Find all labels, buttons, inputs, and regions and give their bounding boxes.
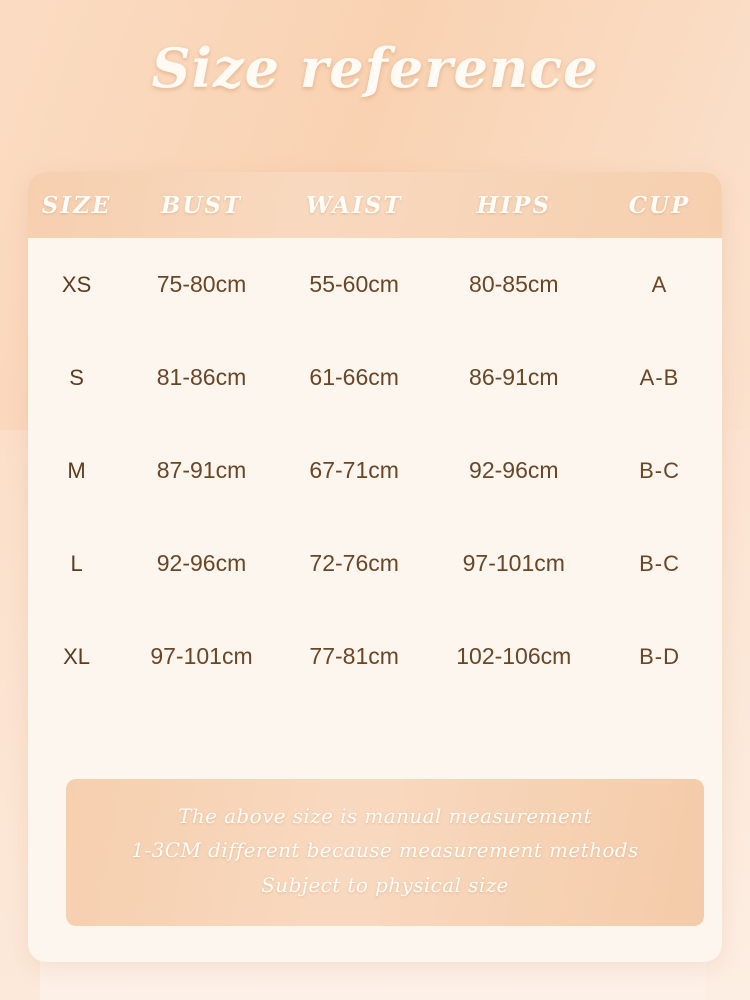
cell-bust: 92-96cm bbox=[156, 550, 247, 576]
note-line-1: The above size is manual measurement bbox=[178, 803, 592, 828]
page-title: Size reference bbox=[151, 36, 599, 100]
cell-size: M bbox=[67, 457, 86, 483]
cell-waist: 77-81cm bbox=[309, 643, 399, 669]
measurement-note bbox=[66, 779, 704, 926]
cell-size: XS bbox=[61, 271, 92, 297]
column-header-bust: BUST bbox=[160, 191, 243, 219]
size-table bbox=[28, 172, 722, 703]
table-row bbox=[28, 610, 722, 703]
cell-cup: A bbox=[651, 271, 668, 297]
table-header-row bbox=[28, 172, 722, 238]
cell-waist: 55-60cm bbox=[309, 271, 399, 297]
table-row bbox=[28, 424, 722, 517]
cell-hips: 92-96cm bbox=[469, 457, 559, 483]
table-row bbox=[28, 238, 722, 331]
table-body bbox=[28, 238, 722, 703]
cell-bust: 97-101cm bbox=[150, 643, 253, 669]
cell-hips: 86-91cm bbox=[469, 364, 559, 390]
cell-cup: B-D bbox=[639, 643, 680, 669]
table-row bbox=[28, 331, 722, 424]
cell-size: S bbox=[69, 364, 84, 390]
cell-bust: 87-91cm bbox=[156, 457, 247, 483]
column-header-waist: WAIST bbox=[305, 191, 403, 219]
cell-bust: 75-80cm bbox=[156, 271, 247, 297]
cell-waist: 61-66cm bbox=[309, 364, 399, 390]
size-table-card bbox=[28, 172, 722, 962]
cell-bust: 81-86cm bbox=[156, 364, 247, 390]
table-row bbox=[28, 517, 722, 610]
cell-hips: 80-85cm bbox=[469, 271, 559, 297]
column-header-hips: HIPS bbox=[476, 191, 551, 219]
column-header-size: SIZE bbox=[41, 191, 112, 219]
cell-hips: 102-106cm bbox=[456, 643, 572, 669]
cell-hips: 97-101cm bbox=[462, 550, 565, 576]
cell-size: XL bbox=[63, 643, 91, 669]
cell-waist: 72-76cm bbox=[309, 550, 399, 576]
cell-waist: 67-71cm bbox=[309, 457, 399, 483]
column-header-cup: CUP bbox=[628, 191, 691, 219]
note-line-3: Subject to physical size bbox=[261, 872, 509, 897]
cell-cup: B-C bbox=[639, 457, 680, 483]
cell-cup: A-B bbox=[639, 364, 680, 390]
note-line-2: 1-3CM different because measurement methods bbox=[131, 838, 639, 863]
cell-cup: B-C bbox=[639, 550, 680, 576]
table-header bbox=[28, 172, 722, 238]
cell-size: L bbox=[70, 550, 83, 576]
